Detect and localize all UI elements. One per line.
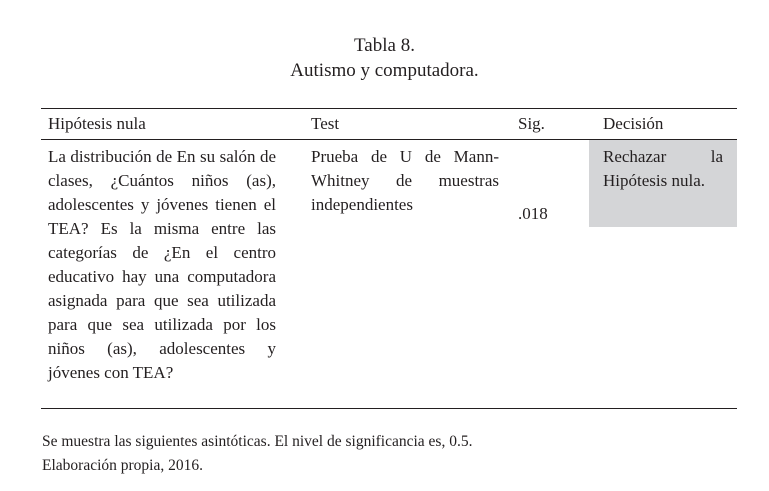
table-bottom-rule bbox=[41, 408, 737, 409]
table-note-significance: Se muestra las siguientes asintóticas. El nivel de significancia es, 0.5. bbox=[42, 433, 473, 450]
table-number: Tabla 8. bbox=[354, 35, 415, 56]
cell-sig: .018 bbox=[518, 204, 548, 223]
table-title: Autismo y computadora. bbox=[290, 60, 479, 81]
cell-hypothesis: La distribución de En su salón de clases, ¿Cuántos niños (as), adolescentes y jóvenes tienen el TEA? Es la misma entre las categorías de ¿En el centro educativo hay una computadora asignada para que sea utilizada para que sea utilizada por los niños (as), adolescentes y jóvenes con TEA? bbox=[48, 147, 276, 382]
header-sig: Sig. bbox=[518, 114, 545, 133]
table-caption bbox=[0, 33, 769, 83]
header-decision: Decisión bbox=[603, 114, 664, 133]
header-hypothesis: Hipótesis nula bbox=[48, 114, 146, 133]
table-note-source: Elaboración propia, 2016. bbox=[42, 457, 203, 474]
cell-decision: Rechazar la Hipótesis nula. bbox=[603, 147, 723, 190]
table-top-rule bbox=[41, 108, 737, 109]
header-test: Test bbox=[311, 114, 340, 133]
cell-test: Prueba de U de Mann-Whitney de muestras independientes bbox=[311, 147, 499, 214]
